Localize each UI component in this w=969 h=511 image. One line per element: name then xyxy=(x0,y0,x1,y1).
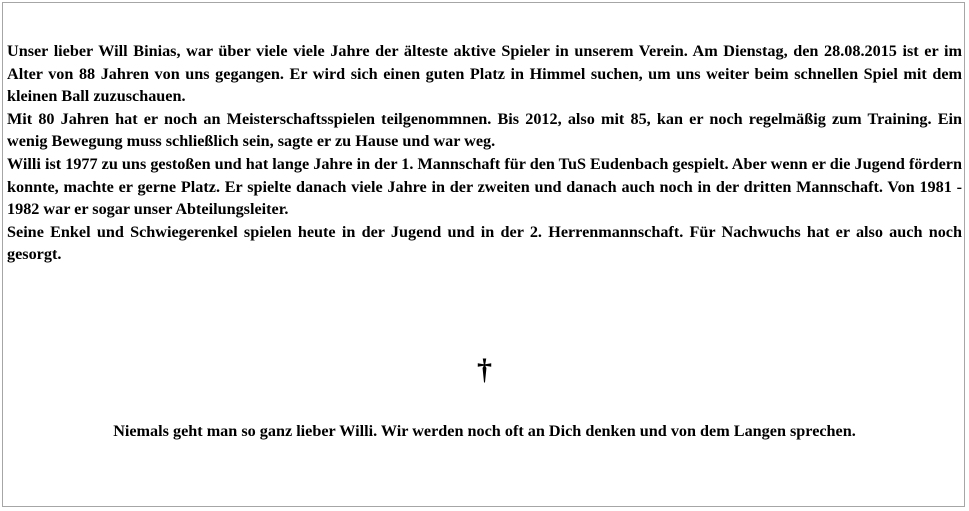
paragraph-intro: Unser lieber Will Binias, war über viele viele Jahre der älteste aktive Spieler in unserem Verein. Am Dienstag, den 28.08.2015 ist er im Alter von 88 Jahren von uns gegangen. Er wird sich einen guten Platz in Himmel suchen, um uns weiter beim schnellen Spiel mit dem kleinen Ball zuzuschauen. xyxy=(7,42,962,106)
paragraph-history: Willi ist 1977 zu uns gestoßen und hat lange Jahre in der 1. Mannschaft für den TuS Eudenbach gespielt. Aber wenn er die Jugend fördern konnte, machte er gerne Platz. Er spielte danach viele Jahre in der zweiten und danach auch noch in der dritten Mannschaft. Von 1981 - 1982 war er sogar unser Abteilungsleiter. xyxy=(7,154,962,219)
obituary-text xyxy=(7,40,962,266)
cross-icon: † xyxy=(477,353,492,386)
paragraph-family: Seine Enkel und Schwiegerenkel spielen heute in der Jugend und in der 2. Herrenmannschaft. Für Nachwuchs hat er also auch noch gesorgt. xyxy=(7,222,962,264)
paragraph-training: Mit 80 Jahren hat er noch an Meisterschaftsspielen teilgenommnen. Bis 2012, also mit 85, kan er noch regelmäßig zum Training. Ein wenig Bewegung muss schließlich sein, sagte er zu Hause und war weg. xyxy=(7,109,962,151)
closing-line: Niemals geht man so ganz lieber Willi. Wir werden noch oft an Dich denken und von dem Langen sprechen. xyxy=(113,422,856,440)
